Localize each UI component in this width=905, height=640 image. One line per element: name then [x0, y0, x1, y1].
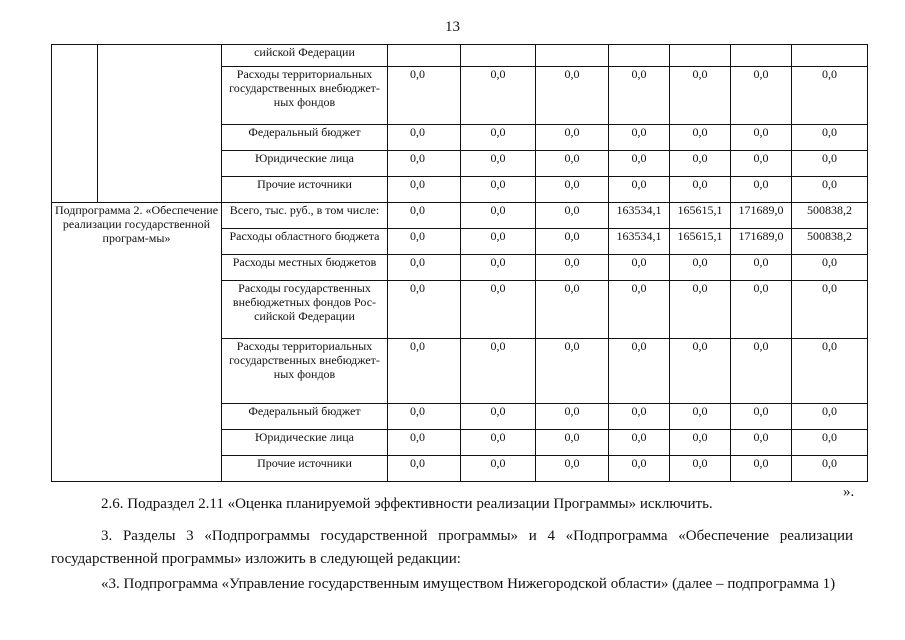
value-cell: 0,0	[609, 404, 670, 430]
value-cell: 0,0	[536, 125, 609, 151]
value-cell: 0,0	[461, 125, 536, 151]
value-cell: 0,0	[388, 177, 461, 203]
value-cell: 0,0	[792, 125, 868, 151]
value-cell: 0,0	[388, 404, 461, 430]
value-cell: 0,0	[461, 404, 536, 430]
value-cell: 163534,1	[609, 229, 670, 255]
value-cell: 0,0	[670, 404, 731, 430]
value-cell: 0,0	[670, 456, 731, 482]
value-cell: 0,0	[536, 456, 609, 482]
value-cell: 0,0	[461, 339, 536, 404]
source-label: Прочие источники	[222, 456, 388, 482]
value-cell: 0,0	[388, 125, 461, 151]
value-cell: 0,0	[461, 430, 536, 456]
value-cell: 0,0	[461, 456, 536, 482]
source-label: Юридические лица	[222, 151, 388, 177]
value-cell: 0,0	[461, 255, 536, 281]
value-cell: 0,0	[731, 456, 792, 482]
value-cell: 0,0	[731, 151, 792, 177]
value-cell: 500838,2	[792, 229, 868, 255]
empty-cell	[98, 45, 222, 203]
value-cell: 0,0	[609, 177, 670, 203]
value-cell: 500838,2	[792, 203, 868, 229]
value-cell: 0,0	[536, 177, 609, 203]
source-label: Юридические лица	[222, 430, 388, 456]
value-cell	[731, 45, 792, 67]
value-cell: 0,0	[792, 430, 868, 456]
value-cell: 0,0	[792, 456, 868, 482]
value-cell: 163534,1	[609, 203, 670, 229]
value-cell: 0,0	[536, 339, 609, 404]
paragraph-3-line2: государственной программы» изложить в следующей редакции:	[51, 551, 461, 567]
value-cell: 0,0	[731, 281, 792, 339]
value-cell: 0,0	[731, 255, 792, 281]
value-cell: 0,0	[388, 255, 461, 281]
value-cell: 0,0	[792, 151, 868, 177]
value-cell: 0,0	[609, 456, 670, 482]
value-cell: 0,0	[731, 177, 792, 203]
value-cell: 0,0	[731, 430, 792, 456]
value-cell: 171689,0	[731, 229, 792, 255]
closing-quote: ».	[843, 484, 855, 500]
value-cell: 0,0	[461, 151, 536, 177]
source-label: Федеральный бюджет	[222, 404, 388, 430]
value-cell: 0,0	[731, 404, 792, 430]
value-cell: 0,0	[536, 151, 609, 177]
value-cell: 0,0	[670, 125, 731, 151]
value-cell: 0,0	[670, 255, 731, 281]
source-label: Прочие источники	[222, 177, 388, 203]
value-cell: 0,0	[670, 430, 731, 456]
value-cell: 0,0	[670, 339, 731, 404]
value-cell: 0,0	[792, 404, 868, 430]
value-cell: 0,0	[670, 151, 731, 177]
section-3-heading: «3. Подпрограмма «Управление государственным имуществом Нижегородской области» (далее – подпрограмма 1)	[101, 576, 836, 592]
value-cell: 0,0	[731, 125, 792, 151]
value-cell: 0,0	[670, 67, 731, 125]
value-cell: 0,0	[609, 151, 670, 177]
value-cell: 0,0	[536, 430, 609, 456]
value-cell: 165615,1	[670, 229, 731, 255]
value-cell: 0,0	[536, 255, 609, 281]
value-cell: 0,0	[731, 67, 792, 125]
value-cell: 0,0	[536, 67, 609, 125]
source-label: Всего, тыс. руб., в том числе:	[222, 203, 388, 229]
value-cell: 0,0	[792, 339, 868, 404]
value-cell: 0,0	[792, 177, 868, 203]
subprogram-title: Подпрограмма 2. «Обеспечение реализации государственной програм-мы»	[52, 203, 222, 482]
value-cell: 0,0	[792, 281, 868, 339]
value-cell: 0,0	[461, 203, 536, 229]
financing-table	[51, 44, 868, 482]
value-cell	[609, 45, 670, 67]
paragraph-2-6: 2.6. Подраздел 2.11 «Оценка планируемой эффективности реализации Программы» исключить.	[101, 496, 713, 512]
paragraph-3-line1: 3. Разделы 3 «Подпрограммы государственной программы» и 4 «Подпрограмма «Обеспечение реализации	[101, 528, 853, 544]
value-cell: 0,0	[388, 281, 461, 339]
value-cell: 0,0	[536, 404, 609, 430]
value-cell	[670, 45, 731, 67]
value-cell: 0,0	[609, 281, 670, 339]
table-row	[52, 45, 868, 67]
value-cell: 0,0	[670, 177, 731, 203]
value-cell: 0,0	[388, 456, 461, 482]
page-number: 13	[445, 19, 460, 35]
source-label: Расходы территориальных государственных внебюджет-ных фондов	[222, 339, 388, 404]
source-label: Федеральный бюджет	[222, 125, 388, 151]
empty-cell	[52, 45, 98, 203]
value-cell: 0,0	[609, 67, 670, 125]
value-cell	[388, 45, 461, 67]
value-cell: 0,0	[609, 339, 670, 404]
value-cell: 0,0	[461, 67, 536, 125]
value-cell: 0,0	[609, 255, 670, 281]
value-cell: 0,0	[731, 339, 792, 404]
value-cell: 0,0	[536, 281, 609, 339]
value-cell	[536, 45, 609, 67]
value-cell: 0,0	[670, 281, 731, 339]
value-cell: 0,0	[792, 255, 868, 281]
value-cell: 0,0	[461, 229, 536, 255]
source-label: Расходы местных бюджетов	[222, 255, 388, 281]
value-cell: 0,0	[609, 125, 670, 151]
value-cell: 0,0	[388, 151, 461, 177]
value-cell: 0,0	[388, 430, 461, 456]
value-cell: 0,0	[388, 229, 461, 255]
source-label: Расходы областного бюджета	[222, 229, 388, 255]
value-cell: 0,0	[461, 177, 536, 203]
value-cell	[461, 45, 536, 67]
table-row	[52, 203, 868, 229]
value-cell: 165615,1	[670, 203, 731, 229]
value-cell	[792, 45, 868, 67]
value-cell: 0,0	[461, 281, 536, 339]
value-cell: 0,0	[536, 229, 609, 255]
value-cell: 0,0	[388, 67, 461, 125]
value-cell: 0,0	[388, 339, 461, 404]
source-label: сийской Федерации	[222, 45, 388, 67]
value-cell: 0,0	[536, 203, 609, 229]
value-cell: 0,0	[792, 67, 868, 125]
value-cell: 171689,0	[731, 203, 792, 229]
source-label: Расходы государственных внебюджетных фондов Рос-сийской Федерации	[222, 281, 388, 339]
value-cell: 0,0	[609, 430, 670, 456]
source-label: Расходы территориальных государственных внебюджет-ных фондов	[222, 67, 388, 125]
value-cell: 0,0	[388, 203, 461, 229]
